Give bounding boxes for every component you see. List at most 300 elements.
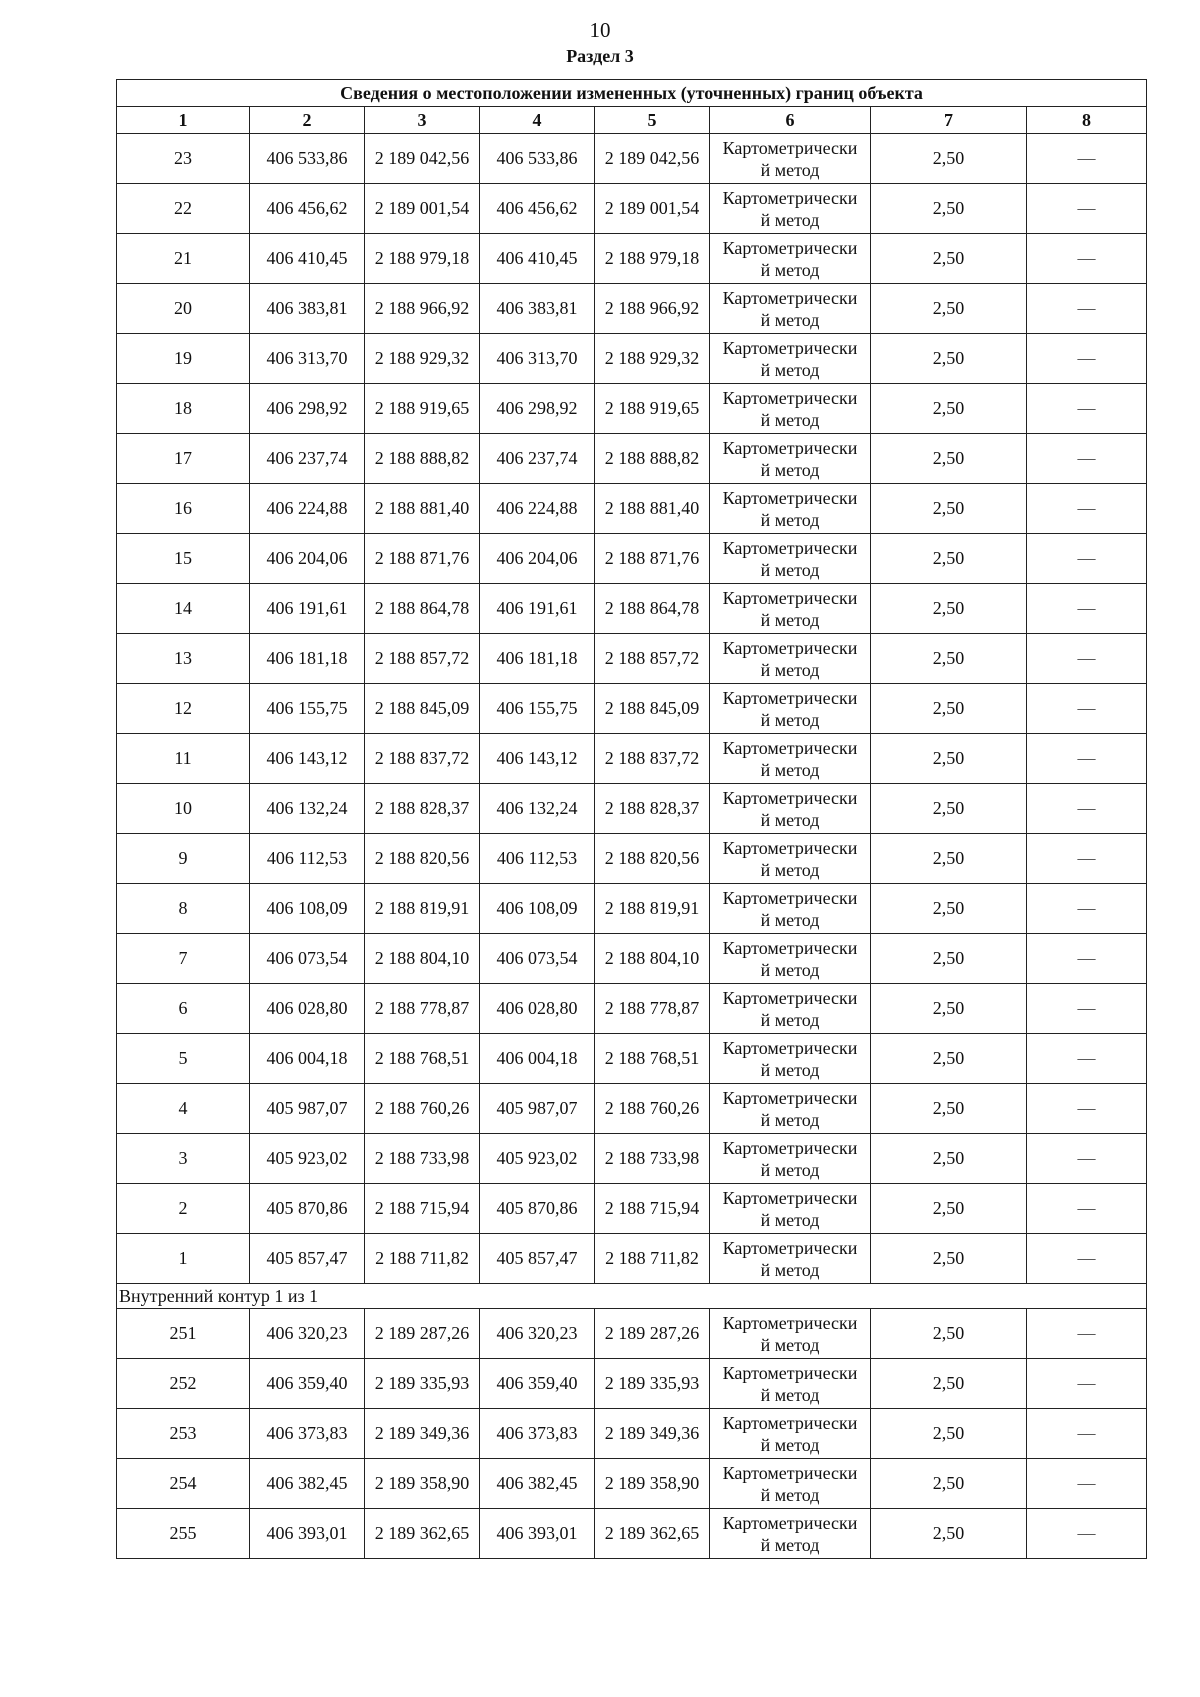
method-line-2: й метод (760, 1059, 820, 1080)
description-cell: — (1027, 1509, 1147, 1559)
y-refined-cell: 2 188 778,87 (595, 984, 710, 1034)
method-cell (710, 184, 871, 234)
x-refined-cell: 405 923,02 (480, 1134, 595, 1184)
table-row (117, 434, 1147, 484)
x-refined-cell: 406 181,18 (480, 634, 595, 684)
column-number-row (117, 107, 1147, 134)
method-line-1: Картометрически (722, 637, 858, 658)
x-refined-cell: 406 204,06 (480, 534, 595, 584)
method-line-2: й метод (760, 759, 820, 780)
method-line-1: Картометрически (722, 687, 858, 708)
table-row (117, 334, 1147, 384)
inner-contour-label: Внутренний контур 1 из 1 (117, 1284, 1147, 1309)
y-refined-cell: 2 189 335,93 (595, 1359, 710, 1409)
inner-contour-rows (117, 1309, 1147, 1559)
method-cell (710, 584, 871, 634)
x-existing-cell: 406 132,24 (250, 784, 365, 834)
accuracy-cell: 2,50 (871, 984, 1027, 1034)
y-refined-cell: 2 189 042,56 (595, 134, 710, 184)
x-refined-cell: 406 410,45 (480, 234, 595, 284)
x-existing-cell: 406 224,88 (250, 484, 365, 534)
x-refined-cell: 405 870,86 (480, 1184, 595, 1234)
y-refined-cell: 2 188 919,65 (595, 384, 710, 434)
method-cell (710, 684, 871, 734)
method-line-2: й метод (760, 209, 820, 230)
point-number-cell: 3 (117, 1134, 250, 1184)
method-line-2: й метод (760, 259, 820, 280)
table-row (117, 1184, 1147, 1234)
table-row (117, 934, 1147, 984)
point-number-cell: 253 (117, 1409, 250, 1459)
page-number: 10 (589, 18, 611, 42)
description-cell: — (1027, 184, 1147, 234)
point-number-cell: 16 (117, 484, 250, 534)
y-refined-cell: 2 188 871,76 (595, 534, 710, 584)
method-line-2: й метод (760, 1334, 820, 1355)
accuracy-cell: 2,50 (871, 934, 1027, 984)
x-refined-cell: 406 112,53 (480, 834, 595, 884)
table-row (117, 1084, 1147, 1134)
method-line-2: й метод (760, 1009, 820, 1030)
method-line-1: Картометрически (722, 1312, 858, 1333)
description-cell: — (1027, 584, 1147, 634)
description-cell: — (1027, 1409, 1147, 1459)
method-line-1: Картометрически (722, 787, 858, 808)
x-refined-cell: 406 383,81 (480, 284, 595, 334)
accuracy-cell: 2,50 (871, 434, 1027, 484)
point-number-cell: 17 (117, 434, 250, 484)
y-existing-cell: 2 189 358,90 (365, 1459, 480, 1509)
y-existing-cell: 2 188 864,78 (365, 584, 480, 634)
x-refined-cell: 406 004,18 (480, 1034, 595, 1084)
point-number-cell: 10 (117, 784, 250, 834)
method-cell (710, 1309, 871, 1359)
description-cell: — (1027, 834, 1147, 884)
method-line-2: й метод (760, 1259, 820, 1280)
table-title: Сведения о местоположении измененных (уточненных) границ объекта (117, 80, 1147, 107)
column-number: 8 (1027, 107, 1147, 134)
method-cell (710, 384, 871, 434)
y-existing-cell: 2 188 804,10 (365, 934, 480, 984)
x-refined-cell: 406 313,70 (480, 334, 595, 384)
accuracy-cell: 2,50 (871, 1034, 1027, 1084)
method-line-1: Картометрически (722, 137, 858, 158)
method-line-1: Картометрически (722, 987, 858, 1008)
method-line-2: й метод (760, 859, 820, 880)
x-existing-cell: 406 028,80 (250, 984, 365, 1034)
accuracy-cell: 2,50 (871, 484, 1027, 534)
x-refined-cell: 406 132,24 (480, 784, 595, 834)
method-line-2: й метод (760, 309, 820, 330)
method-line-2: й метод (760, 509, 820, 530)
accuracy-cell: 2,50 (871, 1084, 1027, 1134)
method-line-2: й метод (760, 409, 820, 430)
x-existing-cell: 406 383,81 (250, 284, 365, 334)
method-line-1: Картометрически (722, 737, 858, 758)
point-number-cell: 21 (117, 234, 250, 284)
x-refined-cell: 406 373,83 (480, 1409, 595, 1459)
point-number-cell: 4 (117, 1084, 250, 1134)
description-cell: — (1027, 884, 1147, 934)
y-existing-cell: 2 189 362,65 (365, 1509, 480, 1559)
y-refined-cell: 2 189 358,90 (595, 1459, 710, 1509)
table-title-row (117, 80, 1147, 107)
method-cell (710, 884, 871, 934)
point-number-cell: 9 (117, 834, 250, 884)
y-refined-cell: 2 188 733,98 (595, 1134, 710, 1184)
y-existing-cell: 2 189 335,93 (365, 1359, 480, 1409)
method-line-2: й метод (760, 609, 820, 630)
accuracy-cell: 2,50 (871, 1184, 1027, 1234)
method-line-2: й метод (760, 559, 820, 580)
x-refined-cell: 406 028,80 (480, 984, 595, 1034)
x-existing-cell: 406 393,01 (250, 1509, 365, 1559)
description-cell: — (1027, 234, 1147, 284)
y-existing-cell: 2 189 001,54 (365, 184, 480, 234)
accuracy-cell: 2,50 (871, 1309, 1027, 1359)
method-line-2: й метод (760, 909, 820, 930)
inner-contour-row (117, 1284, 1147, 1309)
x-refined-cell: 406 533,86 (480, 134, 595, 184)
x-existing-cell: 406 320,23 (250, 1309, 365, 1359)
table-row (117, 834, 1147, 884)
y-existing-cell: 2 188 778,87 (365, 984, 480, 1034)
x-existing-cell: 406 382,45 (250, 1459, 365, 1509)
accuracy-cell: 2,50 (871, 534, 1027, 584)
method-line-2: й метод (760, 1384, 820, 1405)
table-row (117, 484, 1147, 534)
description-cell: — (1027, 1084, 1147, 1134)
x-refined-cell: 406 393,01 (480, 1509, 595, 1559)
x-existing-cell: 405 857,47 (250, 1234, 365, 1284)
method-line-2: й метод (760, 1159, 820, 1180)
method-line-1: Картометрически (722, 1087, 858, 1108)
method-line-2: й метод (760, 159, 820, 180)
column-number: 6 (710, 107, 871, 134)
column-number: 5 (595, 107, 710, 134)
column-number: 7 (871, 107, 1027, 134)
method-line-2: й метод (760, 1109, 820, 1130)
y-refined-cell: 2 189 287,26 (595, 1309, 710, 1359)
y-existing-cell: 2 188 715,94 (365, 1184, 480, 1234)
y-refined-cell: 2 188 837,72 (595, 734, 710, 784)
y-existing-cell: 2 189 349,36 (365, 1409, 480, 1459)
x-existing-cell: 406 298,92 (250, 384, 365, 434)
description-cell: — (1027, 684, 1147, 734)
point-number-cell: 14 (117, 584, 250, 634)
column-number: 2 (250, 107, 365, 134)
x-refined-cell: 406 191,61 (480, 584, 595, 634)
y-existing-cell: 2 188 768,51 (365, 1034, 480, 1084)
table-row (117, 1309, 1147, 1359)
y-existing-cell: 2 188 711,82 (365, 1234, 480, 1284)
point-number-cell: 12 (117, 684, 250, 734)
y-existing-cell: 2 189 042,56 (365, 134, 480, 184)
method-line-1: Картометрически (722, 837, 858, 858)
table-row (117, 684, 1147, 734)
method-line-2: й метод (760, 459, 820, 480)
method-cell (710, 1509, 871, 1559)
method-line-1: Картометрически (722, 1462, 858, 1483)
x-refined-cell: 406 320,23 (480, 1309, 595, 1359)
method-line-1: Картометрически (722, 1237, 858, 1258)
method-line-2: й метод (760, 959, 820, 980)
y-refined-cell: 2 188 929,32 (595, 334, 710, 384)
table-row (117, 134, 1147, 184)
accuracy-cell: 2,50 (871, 584, 1027, 634)
point-number-cell: 18 (117, 384, 250, 434)
point-number-cell: 22 (117, 184, 250, 234)
accuracy-cell: 2,50 (871, 1359, 1027, 1409)
point-number-cell: 15 (117, 534, 250, 584)
x-existing-cell: 406 373,83 (250, 1409, 365, 1459)
x-refined-cell: 406 456,62 (480, 184, 595, 234)
method-line-2: й метод (760, 1534, 820, 1555)
x-refined-cell: 406 382,45 (480, 1459, 595, 1509)
x-refined-cell: 406 108,09 (480, 884, 595, 934)
x-existing-cell: 406 359,40 (250, 1359, 365, 1409)
table-row (117, 884, 1147, 934)
y-refined-cell: 2 189 349,36 (595, 1409, 710, 1459)
y-refined-cell: 2 188 979,18 (595, 234, 710, 284)
method-cell (710, 834, 871, 884)
method-cell (710, 484, 871, 534)
accuracy-cell: 2,50 (871, 234, 1027, 284)
method-line-1: Картометрически (722, 887, 858, 908)
table-row (117, 1359, 1147, 1409)
method-line-1: Картометрически (722, 337, 858, 358)
y-existing-cell: 2 188 837,72 (365, 734, 480, 784)
table-row (117, 984, 1147, 1034)
point-number-cell: 2 (117, 1184, 250, 1234)
method-cell (710, 1234, 871, 1284)
method-cell (710, 734, 871, 784)
table-row (117, 1234, 1147, 1284)
table-row (117, 584, 1147, 634)
method-cell (710, 334, 871, 384)
description-cell: — (1027, 134, 1147, 184)
description-cell: — (1027, 784, 1147, 834)
outer-contour-rows (117, 134, 1147, 1284)
description-cell: — (1027, 1034, 1147, 1084)
x-refined-cell: 406 073,54 (480, 934, 595, 984)
table-row (117, 1409, 1147, 1459)
column-number: 4 (480, 107, 595, 134)
description-cell: — (1027, 1184, 1147, 1234)
point-number-cell: 11 (117, 734, 250, 784)
x-existing-cell: 406 191,61 (250, 584, 365, 634)
x-refined-cell: 406 359,40 (480, 1359, 595, 1409)
x-existing-cell: 406 410,45 (250, 234, 365, 284)
method-cell (710, 1134, 871, 1184)
x-existing-cell: 406 073,54 (250, 934, 365, 984)
description-cell: — (1027, 984, 1147, 1034)
point-number-cell: 19 (117, 334, 250, 384)
description-cell: — (1027, 734, 1147, 784)
y-existing-cell: 2 188 845,09 (365, 684, 480, 734)
x-refined-cell: 405 857,47 (480, 1234, 595, 1284)
y-refined-cell: 2 188 820,56 (595, 834, 710, 884)
description-cell: — (1027, 1359, 1147, 1409)
method-line-2: й метод (760, 1434, 820, 1455)
accuracy-cell: 2,50 (871, 784, 1027, 834)
y-refined-cell: 2 188 864,78 (595, 584, 710, 634)
table-row (117, 1034, 1147, 1084)
method-line-1: Картометрически (722, 487, 858, 508)
y-refined-cell: 2 188 715,94 (595, 1184, 710, 1234)
y-refined-cell: 2 188 760,26 (595, 1084, 710, 1134)
method-line-2: й метод (760, 809, 820, 830)
point-number-cell: 255 (117, 1509, 250, 1559)
method-line-1: Картометрически (722, 187, 858, 208)
method-line-2: й метод (760, 659, 820, 680)
accuracy-cell: 2,50 (871, 1409, 1027, 1459)
method-cell (710, 1459, 871, 1509)
accuracy-cell: 2,50 (871, 1459, 1027, 1509)
description-cell: — (1027, 634, 1147, 684)
x-existing-cell: 406 204,06 (250, 534, 365, 584)
method-line-1: Картометрически (722, 537, 858, 558)
point-number-cell: 13 (117, 634, 250, 684)
table-row (117, 384, 1147, 434)
method-cell (710, 1034, 871, 1084)
description-cell: — (1027, 284, 1147, 334)
method-line-1: Картометрически (722, 587, 858, 608)
table-row (117, 1509, 1147, 1559)
accuracy-cell: 2,50 (871, 884, 1027, 934)
point-number-cell: 8 (117, 884, 250, 934)
method-cell (710, 984, 871, 1034)
y-existing-cell: 2 188 966,92 (365, 284, 480, 334)
accuracy-cell: 2,50 (871, 284, 1027, 334)
description-cell: — (1027, 1459, 1147, 1509)
accuracy-cell: 2,50 (871, 334, 1027, 384)
method-line-1: Картометрически (722, 387, 858, 408)
y-existing-cell: 2 188 979,18 (365, 234, 480, 284)
accuracy-cell: 2,50 (871, 1234, 1027, 1284)
accuracy-cell: 2,50 (871, 184, 1027, 234)
point-number-cell: 251 (117, 1309, 250, 1359)
table-row (117, 234, 1147, 284)
x-refined-cell: 406 224,88 (480, 484, 595, 534)
x-existing-cell: 406 004,18 (250, 1034, 365, 1084)
x-existing-cell: 406 456,62 (250, 184, 365, 234)
x-refined-cell: 406 155,75 (480, 684, 595, 734)
x-existing-cell: 406 533,86 (250, 134, 365, 184)
table-row (117, 1459, 1147, 1509)
description-cell: — (1027, 1234, 1147, 1284)
method-cell (710, 284, 871, 334)
accuracy-cell: 2,50 (871, 634, 1027, 684)
method-line-1: Картометрически (722, 287, 858, 308)
description-cell: — (1027, 384, 1147, 434)
description-cell: — (1027, 534, 1147, 584)
method-cell (710, 234, 871, 284)
y-existing-cell: 2 188 881,40 (365, 484, 480, 534)
y-existing-cell: 2 189 287,26 (365, 1309, 480, 1359)
method-cell (710, 634, 871, 684)
x-existing-cell: 405 923,02 (250, 1134, 365, 1184)
x-existing-cell: 406 313,70 (250, 334, 365, 384)
description-cell: — (1027, 934, 1147, 984)
method-cell (710, 434, 871, 484)
description-cell: — (1027, 1309, 1147, 1359)
x-existing-cell: 406 181,18 (250, 634, 365, 684)
table-row (117, 784, 1147, 834)
x-existing-cell: 406 108,09 (250, 884, 365, 934)
point-number-cell: 23 (117, 134, 250, 184)
accuracy-cell: 2,50 (871, 1509, 1027, 1559)
y-refined-cell: 2 188 828,37 (595, 784, 710, 834)
y-refined-cell: 2 188 804,10 (595, 934, 710, 984)
accuracy-cell: 2,50 (871, 384, 1027, 434)
method-line-1: Картометрически (722, 1512, 858, 1533)
method-cell (710, 934, 871, 984)
table-row (117, 1134, 1147, 1184)
table-row (117, 184, 1147, 234)
table-row (117, 284, 1147, 334)
x-refined-cell: 406 298,92 (480, 384, 595, 434)
y-refined-cell: 2 188 845,09 (595, 684, 710, 734)
method-line-1: Картометрически (722, 1187, 858, 1208)
x-existing-cell: 406 112,53 (250, 834, 365, 884)
table-row (117, 634, 1147, 684)
accuracy-cell: 2,50 (871, 1134, 1027, 1184)
y-refined-cell: 2 188 857,72 (595, 634, 710, 684)
y-existing-cell: 2 188 760,26 (365, 1084, 480, 1134)
method-cell (710, 1184, 871, 1234)
column-number: 1 (117, 107, 250, 134)
method-line-1: Картометрически (722, 1412, 858, 1433)
point-number-cell: 6 (117, 984, 250, 1034)
x-existing-cell: 405 870,86 (250, 1184, 365, 1234)
method-line-1: Картометрически (722, 1037, 858, 1058)
method-cell (710, 534, 871, 584)
description-cell: — (1027, 434, 1147, 484)
x-existing-cell: 405 987,07 (250, 1084, 365, 1134)
table-row (117, 534, 1147, 584)
x-refined-cell: 406 143,12 (480, 734, 595, 784)
x-existing-cell: 406 143,12 (250, 734, 365, 784)
accuracy-cell: 2,50 (871, 134, 1027, 184)
method-line-1: Картометрически (722, 937, 858, 958)
y-refined-cell: 2 189 362,65 (595, 1509, 710, 1559)
y-existing-cell: 2 188 819,91 (365, 884, 480, 934)
description-cell: — (1027, 484, 1147, 534)
point-number-cell: 254 (117, 1459, 250, 1509)
y-refined-cell: 2 188 881,40 (595, 484, 710, 534)
method-line-2: й метод (760, 709, 820, 730)
y-existing-cell: 2 188 929,32 (365, 334, 480, 384)
y-refined-cell: 2 188 966,92 (595, 284, 710, 334)
y-existing-cell: 2 188 919,65 (365, 384, 480, 434)
point-number-cell: 5 (117, 1034, 250, 1084)
accuracy-cell: 2,50 (871, 734, 1027, 784)
method-line-1: Картометрически (722, 437, 858, 458)
y-refined-cell: 2 188 819,91 (595, 884, 710, 934)
method-line-2: й метод (760, 1484, 820, 1505)
y-existing-cell: 2 188 820,56 (365, 834, 480, 884)
method-line-1: Картометрически (722, 1137, 858, 1158)
description-cell: — (1027, 334, 1147, 384)
boundary-coordinates-table (116, 79, 1147, 1559)
accuracy-cell: 2,50 (871, 834, 1027, 884)
y-existing-cell: 2 188 828,37 (365, 784, 480, 834)
accuracy-cell: 2,50 (871, 684, 1027, 734)
description-cell: — (1027, 1134, 1147, 1184)
method-cell (710, 1409, 871, 1459)
method-cell (710, 134, 871, 184)
